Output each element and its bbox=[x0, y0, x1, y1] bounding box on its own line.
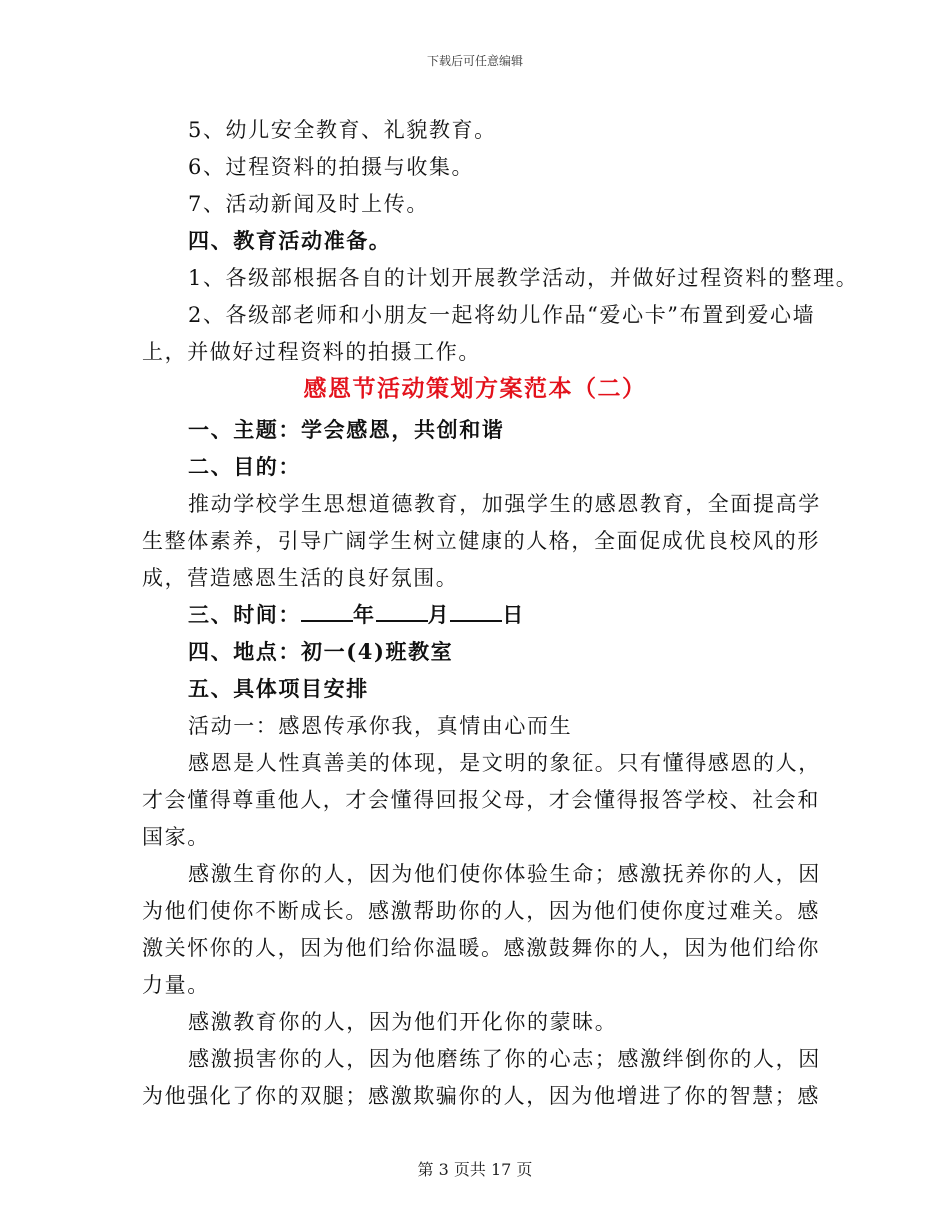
location-heading: 四、地点：初一(4)班教室 bbox=[188, 639, 454, 664]
theme-heading: 一、主题：学会感恩，共创和谐 bbox=[188, 417, 505, 442]
arrangement-heading: 五、具体项目安排 bbox=[188, 676, 369, 701]
header-note: 下载后可任意编辑 bbox=[426, 54, 523, 68]
para2-line-2: 为他们使你不断成长。感激帮助你的人，因为他们使你度过难关。感 bbox=[142, 899, 820, 923]
list-item-5: 5、幼儿安全教育、礼貌教育。 bbox=[188, 118, 497, 142]
document-title: 感恩节活动策划方案范本（二） bbox=[303, 375, 647, 402]
para2-line-4: 力量。 bbox=[142, 973, 210, 997]
list-item-6: 6、过程资料的拍摄与收集。 bbox=[188, 155, 475, 179]
para1-line-2: 才会懂得尊重他人，才会懂得回报父母，才会懂得报答学校、社会和 bbox=[142, 788, 820, 812]
time-label: 三、时间： bbox=[188, 602, 301, 627]
purpose-line-1: 推动学校学生思想道德教育，加强学生的感恩教育，全面提高学 bbox=[188, 492, 821, 516]
purpose-line-3: 成，营造感恩生活的良好氛围。 bbox=[142, 566, 459, 590]
time-year: 年 bbox=[353, 602, 376, 627]
activity-1-title: 活动一：感恩传承你我，真情由心而生 bbox=[188, 714, 573, 738]
time-month: 月 bbox=[427, 602, 451, 627]
page-number: 第 3 页共 17 页 bbox=[417, 1160, 533, 1179]
time-day: 日 bbox=[502, 602, 525, 627]
para2-line-1: 感激生育你的人，因为他们使你体验生命；感激抚养你的人，因 bbox=[188, 862, 821, 886]
purpose-line-2: 生整体素养，引导广阔学生树立健康的人格，全面促成优良校风的形 bbox=[142, 529, 820, 553]
year-blank bbox=[301, 601, 353, 622]
month-blank bbox=[376, 601, 428, 622]
prep-item-2-line1: 2、各级部老师和小朋友一起将幼儿作品“爱心卡”布置到爱心墙 bbox=[188, 303, 816, 327]
para4-line-1: 感激损害你的人，因为他磨练了你的心志；感激绊倒你的人，因 bbox=[188, 1047, 821, 1071]
para2-line-3: 激关怀你的人，因为他们给你温暖。感激鼓舞你的人，因为他们给你 bbox=[142, 936, 820, 960]
para1-line-3: 国家。 bbox=[142, 825, 210, 849]
para3-line-1: 感激教育你的人，因为他们开化你的蒙昧。 bbox=[188, 1010, 618, 1034]
para1-line-1: 感恩是人性真善美的体现，是文明的象征。只有懂得感恩的人， bbox=[188, 751, 821, 775]
list-item-7: 7、活动新闻及时上传。 bbox=[188, 192, 429, 216]
purpose-heading: 二、目的： bbox=[188, 454, 301, 479]
prep-item-1: 1、各级部根据各自的计划开展教学活动，并做好过程资料的整理。 bbox=[188, 266, 859, 290]
section-heading-prep: 四、教育活动准备。 bbox=[188, 228, 392, 253]
para4-line-2: 为他强化了你的双腿；感激欺骗你的人，因为他增进了你的智慧；感 bbox=[142, 1084, 820, 1108]
time-heading bbox=[188, 599, 525, 629]
prep-item-2-line2: 上，并做好过程资料的拍摄工作。 bbox=[142, 340, 481, 364]
day-blank bbox=[450, 601, 502, 622]
